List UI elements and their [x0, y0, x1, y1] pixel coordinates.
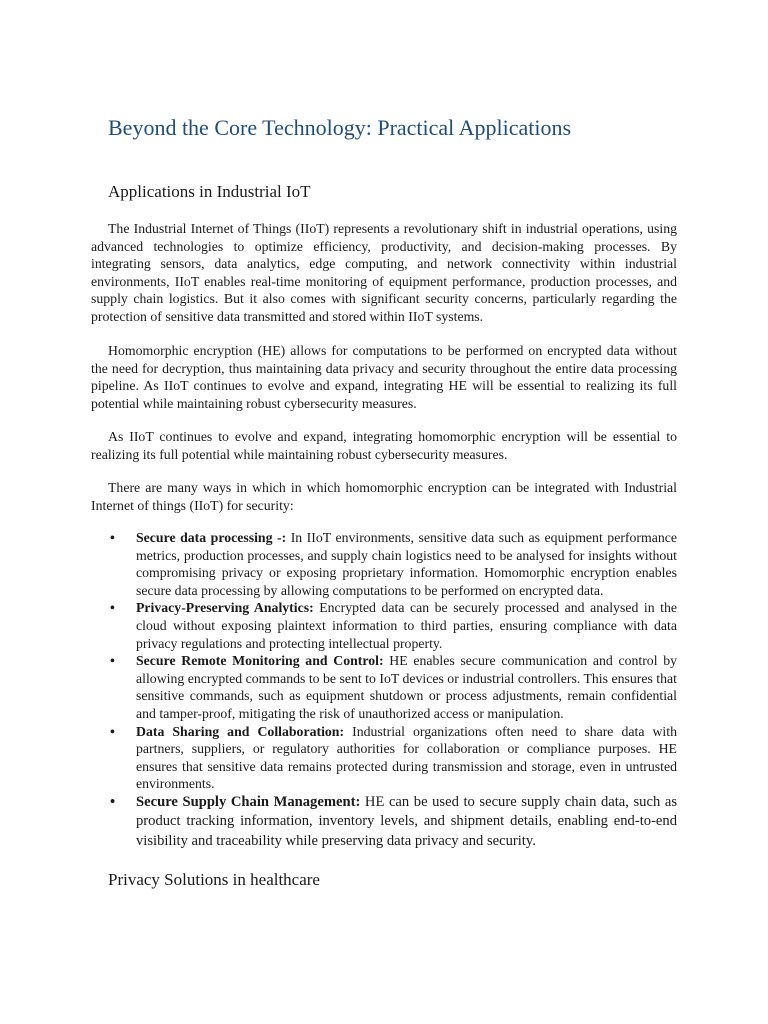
- bullet-list: [110, 529, 678, 851]
- paragraph-integration-summary: As IIoT continues to evolve and expand, integrating homomorphic encryption will be essential to realizing its full potential while maintaining robust cybersecurity measures.: [91, 429, 677, 462]
- bullet-icon: •: [110, 653, 115, 669]
- bullet-text: Encrypted data can be securely processed and analysed in the cloud without exposing plaintext information to third parties, ensuring compliance with data privacy regulations and protecting intellectual property.: [136, 600, 677, 651]
- paragraph-iiot-intro: The Industrial Internet of Things (IIoT) represents a revolutionary shift in industrial operations, using advanced technologies to optimize efficiency, productivity, and decision-making processes. By integrating sensors, data analytics, edge computing, and network connectivity within industrial environments, IIoT enables real-time monitoring of equipment performance, production processes, and supply chain logistics. But it also comes with significant security concerns, particularly regarding the protection of sensitive data transmitted and stored within IIoT systems.: [91, 221, 677, 324]
- chapter-title: Beyond the Core Technology: Practical Applications: [108, 115, 572, 140]
- bullet-term: Secure Supply Chain Management:: [136, 793, 361, 810]
- section-heading-healthcare: Privacy Solutions in healthcare: [108, 870, 320, 889]
- bullet-icon: •: [110, 793, 116, 810]
- list-item: [110, 723, 677, 793]
- bullet-text: Industrial organizations often need to share data with partners, suppliers, or regulatory authorities for collaboration or compliance purposes. HE ensures that sensitive data remains protected during transmission and storage, even in untrusted environments.: [136, 723, 677, 792]
- paragraph-integration-ways: There are many ways in which in which homomorphic encryption can be integrated with Industrial Internet of things (IIoT) for security:: [91, 480, 677, 513]
- bullet-term: Privacy-Preserving Analytics:: [136, 600, 314, 616]
- paragraph-homomorphic-encryption: Homomorphic encryption (HE) allows for computations to be performed on encrypted data without the need for decryption, thus maintaining data privacy and security throughout the entire data processing pipeline. As IIoT continues to evolve and expand, integrating HE will be essential to realizing its full potential while maintaining robust cybersecurity measures.: [91, 343, 677, 411]
- list-item: [110, 652, 678, 722]
- bullet-text: In IIoT environments, sensitive data such as equipment performance metrics, production processes, and supply chain logistics need to be analysed for insights without compromising privacy or exposing proprietary information. Homomorphic encryption enables secure data processing by allowing computations to be performed on encrypted data.: [136, 530, 677, 598]
- list-item: [110, 529, 677, 599]
- bullet-icon: •: [110, 723, 115, 739]
- bullet-text: HE enables secure communication and control by allowing encrypted commands to be sent to IoT devices or industrial controllers. This ensures that sensitive commands, such as equipment shutdown or process adjustments, remain confidential and tamper-proof, mitigating the risk of unauthorized access or manipulation.: [136, 653, 678, 721]
- bullet-icon: •: [110, 530, 115, 545]
- list-item: [110, 793, 677, 852]
- list-item: [110, 599, 677, 652]
- section-heading-iiot: Applications in Industrial IoT: [108, 182, 311, 201]
- bullet-icon: •: [110, 600, 115, 616]
- bullet-term: Secure data processing -:: [136, 530, 287, 545]
- bullet-text: HE can be used to secure supply chain data, such as product tracking information, inventory levels, and shipment details, enabling end-to-end visibility and traceability while preserving data privacy and security.: [136, 793, 677, 849]
- bullet-term: Data Sharing and Collaboration:: [136, 723, 345, 739]
- bullet-term: Secure Remote Monitoring and Control:: [136, 653, 384, 669]
